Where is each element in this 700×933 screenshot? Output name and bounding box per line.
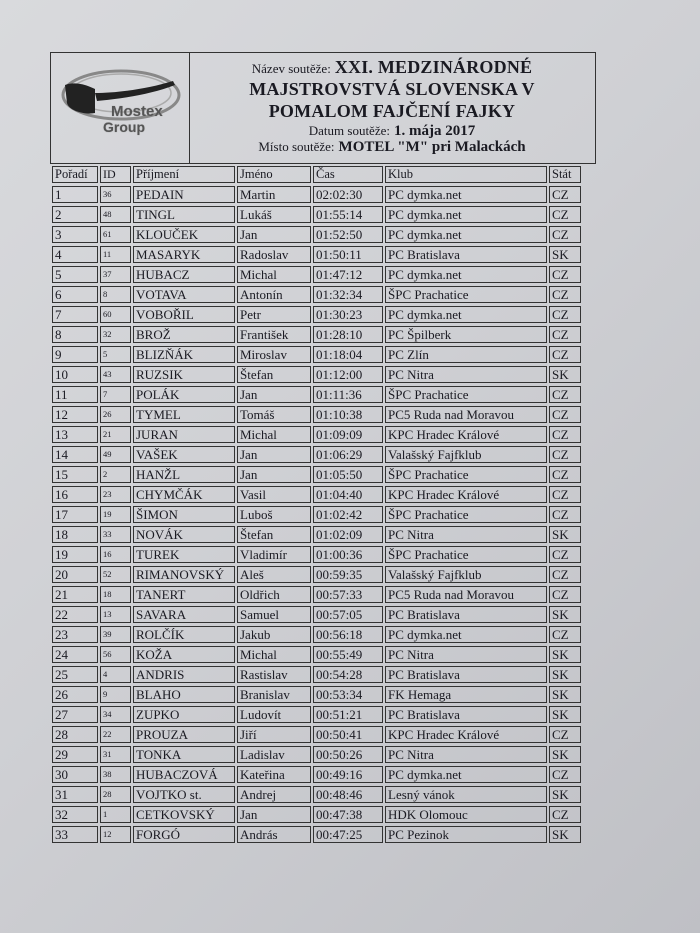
cell-name: Antonín — [237, 286, 311, 303]
cell-surname: ŠIMON — [133, 506, 235, 523]
cell-state: SK — [549, 526, 581, 543]
results-table — [50, 163, 583, 846]
cell-state: SK — [549, 686, 581, 703]
cell-rank: 29 — [52, 746, 98, 763]
cell-state: CZ — [549, 386, 581, 403]
cell-time: 01:00:36 — [313, 546, 383, 563]
table-row — [52, 446, 581, 463]
cell-surname: VOJTKO st. — [133, 786, 235, 803]
cell-rank: 2 — [52, 206, 98, 223]
col-header-state: Stát — [549, 166, 581, 183]
cell-id: 16 — [100, 546, 131, 563]
cell-name: Jan — [237, 466, 311, 483]
cell-club: ŠPC Prachatice — [385, 286, 547, 303]
cell-rank: 19 — [52, 546, 98, 563]
cell-name: Jiří — [237, 726, 311, 743]
col-header-id: ID — [100, 166, 131, 183]
cell-time: 01:02:09 — [313, 526, 383, 543]
cell-club: PC5 Ruda nad Moravou — [385, 586, 547, 603]
cell-time: 00:51:21 — [313, 706, 383, 723]
table-row — [52, 406, 581, 423]
cell-name: Ludovít — [237, 706, 311, 723]
competition-name-1: XXI. MEDZINÁRODNÉ — [334, 57, 533, 77]
cell-time: 01:12:00 — [313, 366, 383, 383]
cell-state: CZ — [549, 226, 581, 243]
cell-time: 01:55:14 — [313, 206, 383, 223]
cell-id: 8 — [100, 286, 131, 303]
cell-rank: 12 — [52, 406, 98, 423]
table-row — [52, 726, 581, 743]
cell-state: CZ — [549, 206, 581, 223]
table-row — [52, 586, 581, 603]
cell-surname: TONKA — [133, 746, 235, 763]
table-row — [52, 186, 581, 203]
cell-time: 00:57:05 — [313, 606, 383, 623]
cell-surname: PEDAIN — [133, 186, 235, 203]
cell-rank: 32 — [52, 806, 98, 823]
cell-id: 4 — [100, 666, 131, 683]
cell-club: PC dymka.net — [385, 306, 547, 323]
cell-club: Valašský Fajfklub — [385, 566, 547, 583]
cell-surname: TYMEL — [133, 406, 235, 423]
cell-state: CZ — [549, 806, 581, 823]
cell-time: 00:48:46 — [313, 786, 383, 803]
cell-id: 34 — [100, 706, 131, 723]
cell-name: Miroslav — [237, 346, 311, 363]
cell-club: PC Nitra — [385, 366, 547, 383]
cell-surname: MASARYK — [133, 246, 235, 263]
cell-id: 11 — [100, 246, 131, 263]
cell-surname: ZUPKO — [133, 706, 235, 723]
cell-surname: KLOUČEK — [133, 226, 235, 243]
cell-surname: CETKOVSKÝ — [133, 806, 235, 823]
cell-rank: 5 — [52, 266, 98, 283]
cell-state: CZ — [549, 486, 581, 503]
cell-rank: 10 — [52, 366, 98, 383]
date-label: Datum soutěže: — [308, 123, 390, 138]
table-row — [52, 486, 581, 503]
cell-id: 32 — [100, 326, 131, 343]
results-sheet — [44, 48, 680, 918]
table-row — [52, 386, 581, 403]
cell-id: 26 — [100, 406, 131, 423]
table-row — [52, 826, 581, 843]
cell-time: 00:47:38 — [313, 806, 383, 823]
table-row — [52, 426, 581, 443]
cell-surname: TUREK — [133, 546, 235, 563]
cell-name: Branislav — [237, 686, 311, 703]
cell-id: 23 — [100, 486, 131, 503]
cell-state: CZ — [549, 506, 581, 523]
cell-club: Lesný vánok — [385, 786, 547, 803]
cell-name: Radoslav — [237, 246, 311, 263]
cell-state: CZ — [549, 266, 581, 283]
cell-club: KPC Hradec Králové — [385, 726, 547, 743]
table-row — [52, 206, 581, 223]
cell-time: 00:50:26 — [313, 746, 383, 763]
table-row — [52, 706, 581, 723]
cell-state: SK — [549, 366, 581, 383]
cell-club: PC dymka.net — [385, 206, 547, 223]
table-row — [52, 666, 581, 683]
cell-rank: 8 — [52, 326, 98, 343]
cell-club: Valašský Fajfklub — [385, 446, 547, 463]
cell-rank: 33 — [52, 826, 98, 843]
cell-rank: 22 — [52, 606, 98, 623]
table-row — [52, 546, 581, 563]
cell-name: Kateřina — [237, 766, 311, 783]
cell-rank: 11 — [52, 386, 98, 403]
cell-club: ŠPC Prachatice — [385, 466, 547, 483]
cell-rank: 21 — [52, 586, 98, 603]
cell-id: 28 — [100, 786, 131, 803]
cell-surname: SAVARA — [133, 606, 235, 623]
logo-line1: Mostex — [111, 103, 163, 120]
cell-rank: 28 — [52, 726, 98, 743]
cell-time: 02:02:30 — [313, 186, 383, 203]
cell-name: Michal — [237, 426, 311, 443]
cell-name: Luboš — [237, 506, 311, 523]
cell-club: PC Zlín — [385, 346, 547, 363]
cell-club: PC Pezinok — [385, 826, 547, 843]
cell-rank: 14 — [52, 446, 98, 463]
table-row — [52, 366, 581, 383]
cell-name: Jan — [237, 386, 311, 403]
cell-state: SK — [549, 826, 581, 843]
cell-time: 00:57:33 — [313, 586, 383, 603]
cell-surname: BROŽ — [133, 326, 235, 343]
cell-surname: BLIZŇÁK — [133, 346, 235, 363]
cell-name: Jan — [237, 806, 311, 823]
cell-id: 2 — [100, 466, 131, 483]
cell-rank: 31 — [52, 786, 98, 803]
cell-id: 31 — [100, 746, 131, 763]
cell-rank: 16 — [52, 486, 98, 503]
cell-state: CZ — [549, 586, 581, 603]
cell-rank: 17 — [52, 506, 98, 523]
cell-id: 38 — [100, 766, 131, 783]
cell-surname: KOŽA — [133, 646, 235, 663]
cell-time: 01:18:04 — [313, 346, 383, 363]
cell-id: 48 — [100, 206, 131, 223]
competition-name-3: POMALOM FAJČENÍ FAJKY — [268, 101, 516, 121]
cell-time: 01:47:12 — [313, 266, 383, 283]
cell-rank: 3 — [52, 226, 98, 243]
cell-state: CZ — [549, 626, 581, 643]
cell-name: Martin — [237, 186, 311, 203]
cell-name: František — [237, 326, 311, 343]
cell-club: PC Bratislava — [385, 666, 547, 683]
cell-id: 61 — [100, 226, 131, 243]
cell-id: 60 — [100, 306, 131, 323]
cell-rank: 20 — [52, 566, 98, 583]
cell-id: 33 — [100, 526, 131, 543]
cell-surname: HUBACZOVÁ — [133, 766, 235, 783]
cell-name: András — [237, 826, 311, 843]
cell-time: 00:56:18 — [313, 626, 383, 643]
cell-time: 00:54:28 — [313, 666, 383, 683]
cell-state: CZ — [549, 426, 581, 443]
logo-line2: Group — [103, 119, 145, 135]
cell-club: PC dymka.net — [385, 266, 547, 283]
cell-state: CZ — [549, 766, 581, 783]
place-value: MOTEL "M" pri Malackách — [338, 139, 526, 155]
cell-rank: 15 — [52, 466, 98, 483]
cell-name: Lukáš — [237, 206, 311, 223]
cell-club: PC dymka.net — [385, 626, 547, 643]
cell-time: 00:50:41 — [313, 726, 383, 743]
cell-state: CZ — [549, 326, 581, 343]
cell-id: 18 — [100, 586, 131, 603]
cell-club: PC Bratislava — [385, 606, 547, 623]
title-area — [189, 53, 595, 163]
cell-rank: 30 — [52, 766, 98, 783]
cell-surname: VAŠEK — [133, 446, 235, 463]
cell-id: 37 — [100, 266, 131, 283]
cell-club: FK Hemaga — [385, 686, 547, 703]
cell-rank: 23 — [52, 626, 98, 643]
cell-state: CZ — [549, 186, 581, 203]
cell-surname: ANDRIS — [133, 666, 235, 683]
logo — [51, 53, 190, 163]
cell-rank: 9 — [52, 346, 98, 363]
date-value: 1. mája 2017 — [393, 123, 476, 139]
cell-club: PC Špilberk — [385, 326, 547, 343]
cell-name: Ladislav — [237, 746, 311, 763]
cell-club: PC dymka.net — [385, 226, 547, 243]
cell-state: SK — [549, 606, 581, 623]
cell-time: 01:10:38 — [313, 406, 383, 423]
cell-surname: NOVÁK — [133, 526, 235, 543]
table-row — [52, 626, 581, 643]
cell-state: SK — [549, 646, 581, 663]
cell-club: ŠPC Prachatice — [385, 506, 547, 523]
table-row — [52, 466, 581, 483]
cell-rank: 13 — [52, 426, 98, 443]
cell-id: 43 — [100, 366, 131, 383]
cell-time: 01:32:34 — [313, 286, 383, 303]
cell-name: Tomáš — [237, 406, 311, 423]
cell-surname: POLÁK — [133, 386, 235, 403]
cell-id: 9 — [100, 686, 131, 703]
cell-name: Petr — [237, 306, 311, 323]
cell-rank: 1 — [52, 186, 98, 203]
cell-id: 39 — [100, 626, 131, 643]
cell-name: Vladimír — [237, 546, 311, 563]
cell-club: PC Nitra — [385, 526, 547, 543]
cell-name: Štefan — [237, 526, 311, 543]
cell-surname: TANERT — [133, 586, 235, 603]
cell-id: 52 — [100, 566, 131, 583]
cell-time: 01:04:40 — [313, 486, 383, 503]
cell-state: CZ — [549, 726, 581, 743]
table-row — [52, 306, 581, 323]
cell-name: Jakub — [237, 626, 311, 643]
cell-rank: 18 — [52, 526, 98, 543]
cell-id: 36 — [100, 186, 131, 203]
cell-name: Michal — [237, 646, 311, 663]
col-header-name: Jméno — [237, 166, 311, 183]
cell-club: PC Bratislava — [385, 706, 547, 723]
cell-name: Jan — [237, 446, 311, 463]
cell-club: KPC Hradec Králové — [385, 426, 547, 443]
cell-state: CZ — [549, 566, 581, 583]
cell-id: 49 — [100, 446, 131, 463]
cell-time: 01:28:10 — [313, 326, 383, 343]
col-header-time: Čas — [313, 166, 383, 183]
table-header-row — [52, 166, 581, 183]
cell-surname: TINGL — [133, 206, 235, 223]
cell-state: CZ — [549, 466, 581, 483]
table-row — [52, 266, 581, 283]
table-row — [52, 566, 581, 583]
cell-time: 01:09:09 — [313, 426, 383, 443]
table-row — [52, 286, 581, 303]
table-row — [52, 226, 581, 243]
table-row — [52, 686, 581, 703]
table-row — [52, 646, 581, 663]
cell-club: HDK Olomouc — [385, 806, 547, 823]
cell-state: CZ — [549, 406, 581, 423]
cell-time: 01:52:50 — [313, 226, 383, 243]
cell-surname: PROUZA — [133, 726, 235, 743]
cell-name: Samuel — [237, 606, 311, 623]
cell-name: Andrej — [237, 786, 311, 803]
cell-surname: FORGÓ — [133, 826, 235, 843]
cell-state: CZ — [549, 546, 581, 563]
cell-state: SK — [549, 746, 581, 763]
col-header-surname: Příjmení — [133, 166, 235, 183]
cell-club: PC Bratislava — [385, 246, 547, 263]
cell-surname: VOTAVA — [133, 286, 235, 303]
table-row — [52, 746, 581, 763]
table-row — [52, 506, 581, 523]
table-row — [52, 326, 581, 343]
cell-rank: 7 — [52, 306, 98, 323]
cell-time: 00:49:16 — [313, 766, 383, 783]
table-row — [52, 766, 581, 783]
cell-club: ŠPC Prachatice — [385, 546, 547, 563]
cell-name: Rastislav — [237, 666, 311, 683]
cell-rank: 25 — [52, 666, 98, 683]
competition-label: Název soutěže: — [251, 61, 331, 76]
cell-name: Oldřich — [237, 586, 311, 603]
cell-state: SK — [549, 786, 581, 803]
cell-state: SK — [549, 666, 581, 683]
cell-time: 00:59:35 — [313, 566, 383, 583]
table-row — [52, 526, 581, 543]
cell-rank: 24 — [52, 646, 98, 663]
cell-time: 00:53:34 — [313, 686, 383, 703]
cell-id: 19 — [100, 506, 131, 523]
cell-club: KPC Hradec Králové — [385, 486, 547, 503]
cell-time: 01:11:36 — [313, 386, 383, 403]
cell-club: PC Nitra — [385, 646, 547, 663]
cell-rank: 4 — [52, 246, 98, 263]
cell-time: 01:06:29 — [313, 446, 383, 463]
cell-club: PC dymka.net — [385, 186, 547, 203]
header-box — [50, 52, 596, 164]
cell-surname: RIMANOVSKÝ — [133, 566, 235, 583]
table-row — [52, 806, 581, 823]
cell-surname: HANŽL — [133, 466, 235, 483]
col-header-rank: Pořadí — [52, 166, 98, 183]
cell-id: 22 — [100, 726, 131, 743]
cell-surname: JURAN — [133, 426, 235, 443]
cell-name: Jan — [237, 226, 311, 243]
cell-club: ŠPC Prachatice — [385, 386, 547, 403]
competition-name-2: MAJSTROVSTVÁ SLOVENSKA V — [249, 79, 535, 99]
cell-time: 00:55:49 — [313, 646, 383, 663]
cell-name: Aleš — [237, 566, 311, 583]
cell-rank: 6 — [52, 286, 98, 303]
cell-surname: BLAHO — [133, 686, 235, 703]
cell-time: 01:05:50 — [313, 466, 383, 483]
table-row — [52, 346, 581, 363]
cell-id: 21 — [100, 426, 131, 443]
cell-id: 13 — [100, 606, 131, 623]
cell-name: Michal — [237, 266, 311, 283]
cell-id: 7 — [100, 386, 131, 403]
cell-surname: HUBACZ — [133, 266, 235, 283]
cell-id: 1 — [100, 806, 131, 823]
cell-surname: CHYMČÁK — [133, 486, 235, 503]
cell-name: Štefan — [237, 366, 311, 383]
cell-rank: 26 — [52, 686, 98, 703]
cell-id: 56 — [100, 646, 131, 663]
cell-surname: VOBOŘIL — [133, 306, 235, 323]
table-row — [52, 246, 581, 263]
cell-time: 01:30:23 — [313, 306, 383, 323]
cell-name: Vasil — [237, 486, 311, 503]
table-row — [52, 606, 581, 623]
cell-id: 12 — [100, 826, 131, 843]
cell-id: 5 — [100, 346, 131, 363]
cell-state: SK — [549, 706, 581, 723]
cell-state: CZ — [549, 446, 581, 463]
cell-state: CZ — [549, 286, 581, 303]
cell-state: CZ — [549, 306, 581, 323]
cell-state: SK — [549, 246, 581, 263]
cell-time: 01:02:42 — [313, 506, 383, 523]
place-label: Místo soutěže: — [258, 139, 335, 154]
table-row — [52, 786, 581, 803]
cell-surname: RUZSIK — [133, 366, 235, 383]
cell-club: PC Nitra — [385, 746, 547, 763]
col-header-club: Klub — [385, 166, 547, 183]
cell-rank: 27 — [52, 706, 98, 723]
cell-surname: ROLČÍK — [133, 626, 235, 643]
cell-club: PC5 Ruda nad Moravou — [385, 406, 547, 423]
cell-state: CZ — [549, 346, 581, 363]
cell-time: 00:47:25 — [313, 826, 383, 843]
cell-time: 01:50:11 — [313, 246, 383, 263]
cell-club: PC dymka.net — [385, 766, 547, 783]
